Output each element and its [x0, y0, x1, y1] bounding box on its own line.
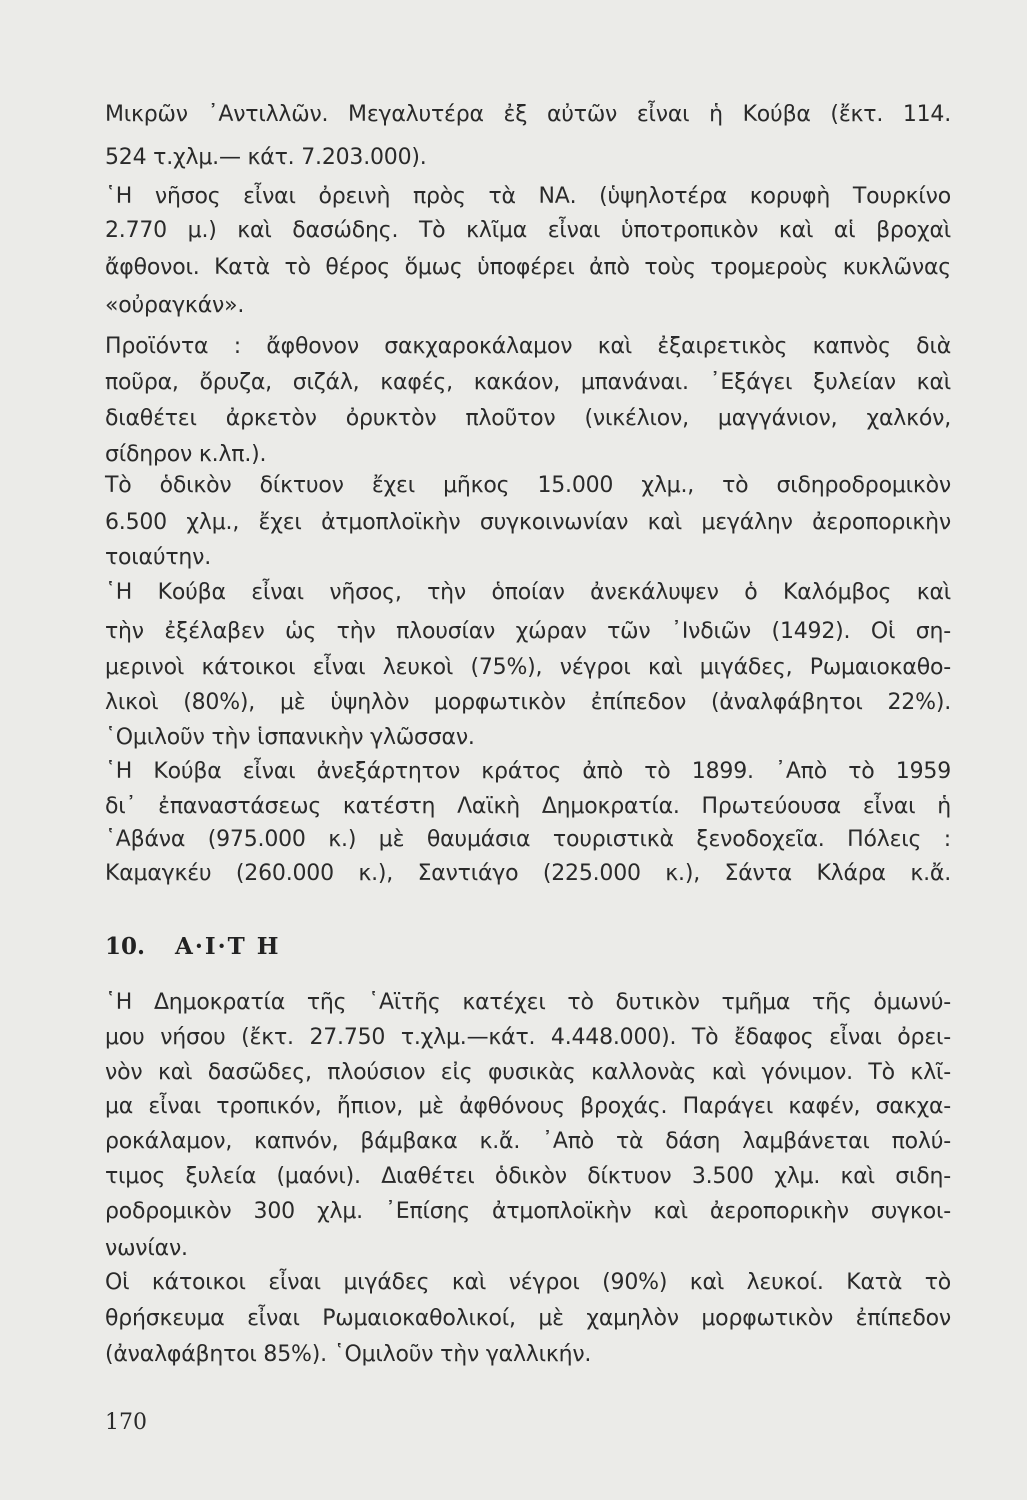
text-line: Τὸ ὁδικὸν δίκτυον ἔχει μῆκος 15.000 χλμ., τὸ σιδηροδρομικὸν: [105, 473, 951, 498]
text-line: τιμος ξυλεία (μαόνι). Διαθέτει ὁδικὸν δίκτυον 3.500 χλμ. καὶ σιδη-: [105, 1164, 951, 1189]
text-line: Καμαγκέυ (260.000 κ.), Σαντιάγο (225.000 κ.), Σάντα Κλάρα κ.ἄ.: [105, 861, 951, 886]
text-line: 2.770 μ.) καὶ δασώδης. Τὸ κλῖμα εἶναι ὑποτροπικὸν καὶ αἱ βροχαὶ: [105, 218, 951, 243]
text-line: τὴν ἐξέλαβεν ὡς τὴν πλουσίαν χώραν τῶν ᾿Ινδιῶν (1492). Οἱ ση-: [105, 619, 951, 644]
text-line: 6.500 χλμ., ἔχει ἀτμοπλοϊκὴν συγκοινωνίαν καὶ μεγάλην ἀεροπορικὴν: [105, 510, 951, 535]
text-line: «οὐραγκάν».: [105, 293, 245, 318]
section-title: Α·Ι·Τ Η: [175, 933, 281, 960]
section-heading: [105, 932, 281, 962]
text-line: ῾Ομιλοῦν τὴν ἱσπανικὴν γλῶσσαν.: [105, 725, 475, 750]
text-line: ῾Η νῆσος εἶναι ὀρεινὴ πρὸς τὰ ΝΑ. (ὑψηλοτέρα κορυφὴ Τουρκίνο: [105, 184, 951, 209]
text-line: ροδρομικὸν 300 χλμ. ᾿Επίσης ἀτμοπλοϊκὴν καὶ ἀεροπορικὴν συγκοι-: [105, 1199, 951, 1224]
page-number: 170: [105, 1410, 147, 1435]
text-line: σίδηρον κ.λπ.).: [105, 442, 267, 467]
text-line: 524 τ.χλμ.— κάτ. 7.203.000).: [105, 145, 427, 170]
text-line: μα εἶναι τροπικόν, ἤπιον, μὲ ἀφθόνους βροχάς. Παράγει καφέν, σακχα-: [105, 1094, 951, 1119]
text-line: (ἀναλφάβητοι 85%). ῾Ομιλοῦν τὴν γαλλικήν.: [105, 1342, 592, 1367]
text-line: ῾Η Κούβα εἶναι νῆσος, τὴν ὁποίαν ἀνεκάλυψεν ὁ Καλόμβος καὶ: [105, 580, 951, 605]
text-line: νὸν καὶ δασῶδες, πλούσιον εἰς φυσικὰς καλλονὰς καὶ γόνιμον. Τὸ κλῖ-: [105, 1060, 951, 1085]
text-line: τοιαύτην.: [105, 545, 212, 570]
text-line: ποῦρα, ὄρυζα, σιζάλ, καφές, κακάον, μπανάναι. ᾿Εξάγει ξυλείαν καὶ: [105, 370, 951, 395]
text-line: ῾Αβάνα (975.000 κ.) μὲ θαυμάσια τουριστικὰ ξενοδοχεῖα. Πόλεις :: [105, 827, 951, 852]
text-line: λικοὶ (80%), μὲ ὑψηλὸν μορφωτικὸν ἐπίπεδον (ἀναλφάβητοι 22%).: [105, 690, 951, 715]
text-line: δι᾿ ἐπαναστάσεως κατέστη Λαϊκὴ Δημοκρατία. Πρωτεύουσα εἶναι ἡ: [105, 794, 951, 819]
text-line: θρήσκευμα εἶναι Ρωμαιοκαθολικοί, μὲ χαμηλὸν μορφωτικὸν ἐπίπεδον: [105, 1306, 951, 1331]
text-line: ἄφθονοι. Κατὰ τὸ θέρος ὅμως ὑποφέρει ἀπὸ τοὺς τρομεροὺς κυκλῶνας: [105, 255, 951, 280]
section-number: 10.: [105, 933, 146, 960]
text-line: μου νήσου (ἔκτ. 27.750 τ.χλμ.—κάτ. 4.448.000). Τὸ ἔδαφος εἶναι ὀρει-: [105, 1025, 951, 1050]
text-line: ῾Η Δημοκρατία τῆς ῾Αϊτῆς κατέχει τὸ δυτικὸν τμῆμα τῆς ὁμωνύ-: [105, 990, 951, 1015]
text-line: νωνίαν.: [105, 1236, 188, 1261]
text-line: Προϊόντα : ἄφθονον σακχαροκάλαμον καὶ ἐξαιρετικὸς καπνὸς διὰ: [105, 334, 951, 359]
text-line: ῾Η Κούβα εἶναι ἀνεξάρτητον κράτος ἀπὸ τὸ 1899. ᾿Απὸ τὸ 1959: [105, 759, 951, 784]
text-line: Μικρῶν ᾿Αντιλλῶν. Μεγαλυτέρα ἐξ αὐτῶν εἶναι ἡ Κούβα (ἔκτ. 114.: [105, 102, 951, 127]
text-line: Οἱ κάτοικοι εἶναι μιγάδες καὶ νέγροι (90%) καὶ λευκοί. Κατὰ τὸ: [105, 1270, 951, 1295]
text-line: διαθέτει ἀρκετὸν ὀρυκτὸν πλοῦτον (νικέλιον, μαγγάνιον, χαλκόν,: [105, 406, 951, 431]
text-line: μερινοὶ κάτοικοι εἶναι λευκοὶ (75%), νέγροι καὶ μιγάδες, Ρωμαιοκαθο-: [105, 655, 951, 680]
text-line: ροκάλαμον, καπνόν, βάμβακα κ.ἄ. ᾿Απὸ τὰ δάση λαμβάνεται πολύ-: [105, 1129, 951, 1154]
